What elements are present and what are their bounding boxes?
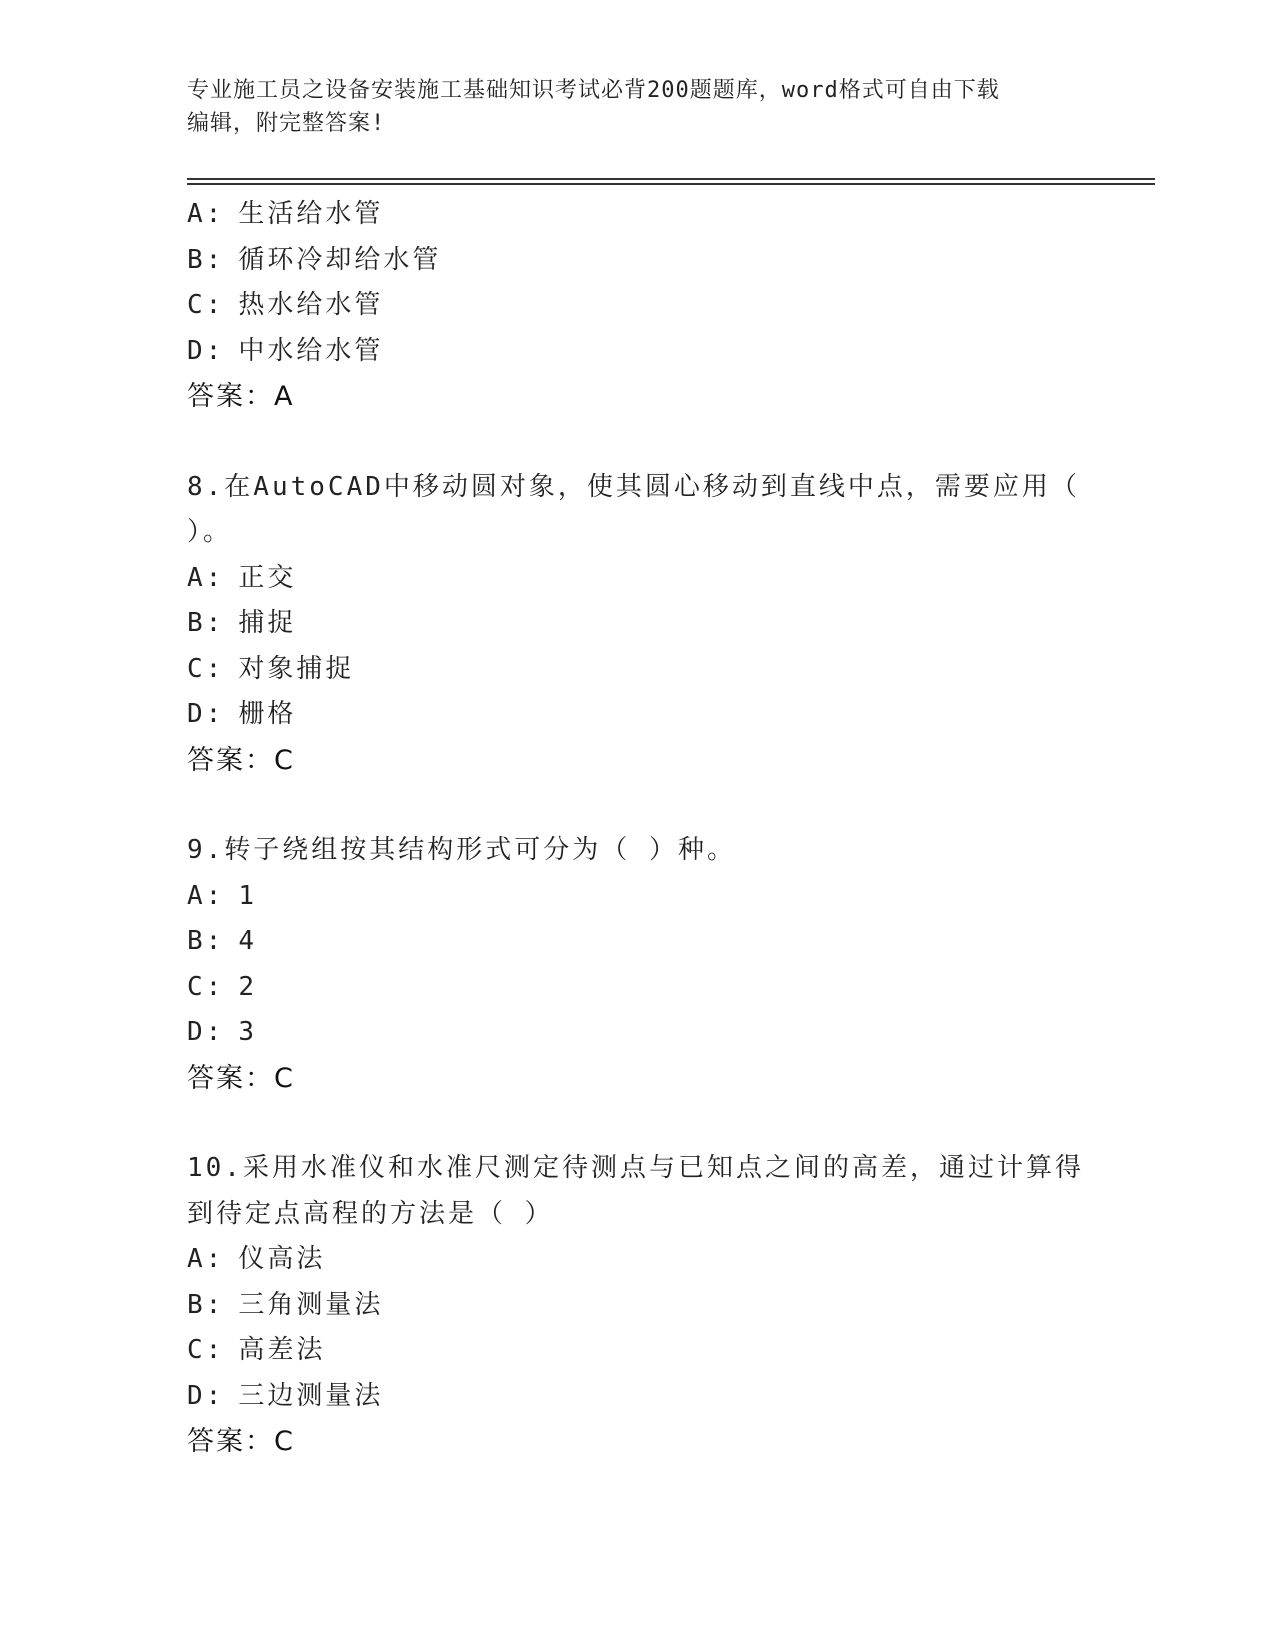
option-key: B: <box>187 608 225 638</box>
option-a <box>187 556 1087 602</box>
option-key: B: <box>187 244 225 275</box>
header-title-line1: 专业施工员之设备安装施工基础知识考试必背200题题库，word格式可自由下载 <box>187 78 1000 103</box>
option-a <box>187 192 1087 238</box>
option-key: A: <box>187 1244 225 1274</box>
option-text: 1 <box>238 880 257 911</box>
option-key: C: <box>187 1335 225 1365</box>
option-text: 三边测量法 <box>238 1380 384 1411</box>
question-9 <box>187 828 1087 1101</box>
option-key: B: <box>187 926 225 956</box>
option-key: A: <box>187 880 225 911</box>
option-d <box>187 692 1087 738</box>
option-b <box>187 919 1087 965</box>
option-d <box>187 329 1087 375</box>
header-divider-bottom <box>187 183 1155 185</box>
option-text: 高差法 <box>238 1335 326 1365</box>
option-c <box>187 283 1087 329</box>
option-text: 正交 <box>238 562 297 593</box>
option-text: 循环冷却给水管 <box>238 244 442 275</box>
option-a <box>187 874 1087 920</box>
option-c <box>187 1328 1087 1374</box>
option-key: C: <box>187 653 225 684</box>
option-key: D: <box>187 699 225 729</box>
question-spacer <box>187 783 1087 828</box>
question-8 <box>187 465 1087 784</box>
option-text: 对象捕捉 <box>238 653 355 684</box>
option-b <box>187 238 1087 284</box>
option-d <box>187 1010 1087 1056</box>
header-divider-top <box>187 178 1155 180</box>
option-key: A: <box>187 199 225 229</box>
option-text: 2 <box>238 971 257 1002</box>
question-list <box>187 192 1087 1465</box>
option-key: C: <box>187 971 225 1002</box>
question-text-line2: ）。 <box>187 517 233 547</box>
answer-line: 答案：C <box>187 1062 295 1094</box>
option-text: 中水给水管 <box>238 335 384 366</box>
question-spacer <box>187 1101 1087 1146</box>
option-text: 栅格 <box>238 699 297 729</box>
option-b <box>187 601 1087 647</box>
option-text: 4 <box>238 926 257 956</box>
option-text: 捕捉 <box>238 608 297 638</box>
answer-line: 答案：C <box>187 744 295 776</box>
option-key: C: <box>187 290 225 320</box>
question-text-line1: 9.转子绕组按其结构形式可分为（ ）种。 <box>187 835 736 865</box>
question-text-line1: 8.在AutoCAD中移动圆对象，使其圆心移动到直线中点，需要应用（ <box>187 471 1080 502</box>
answer-line: 答案：A <box>187 381 295 412</box>
option-c <box>187 647 1087 693</box>
option-d <box>187 1374 1087 1420</box>
document-header <box>187 74 1087 140</box>
header-title-line2: 编辑，附完整答案! <box>187 111 386 136</box>
option-text: 三角测量法 <box>238 1289 384 1320</box>
question-10 <box>187 1146 1087 1465</box>
question-text-line2: 到待定点高程的方法是（ ） <box>187 1198 554 1229</box>
question-fragment-7 <box>187 192 1087 420</box>
option-text: 仪高法 <box>238 1244 326 1274</box>
question-text-line1: 10.采用水准仪和水准尺测定待测点与已知点之间的高差，通过计算得 <box>187 1153 1084 1183</box>
option-key: B: <box>187 1289 225 1320</box>
answer-line: 答案：C <box>187 1426 295 1457</box>
option-a <box>187 1237 1087 1283</box>
option-b <box>187 1283 1087 1329</box>
option-text: 热水给水管 <box>238 290 384 320</box>
option-key: D: <box>187 1380 225 1411</box>
option-key: D: <box>187 335 225 366</box>
option-text: 3 <box>238 1017 257 1047</box>
option-key: D: <box>187 1017 225 1047</box>
option-c <box>187 965 1087 1011</box>
option-key: A: <box>187 562 225 593</box>
question-spacer <box>187 420 1087 465</box>
option-text: 生活给水管 <box>238 199 384 229</box>
